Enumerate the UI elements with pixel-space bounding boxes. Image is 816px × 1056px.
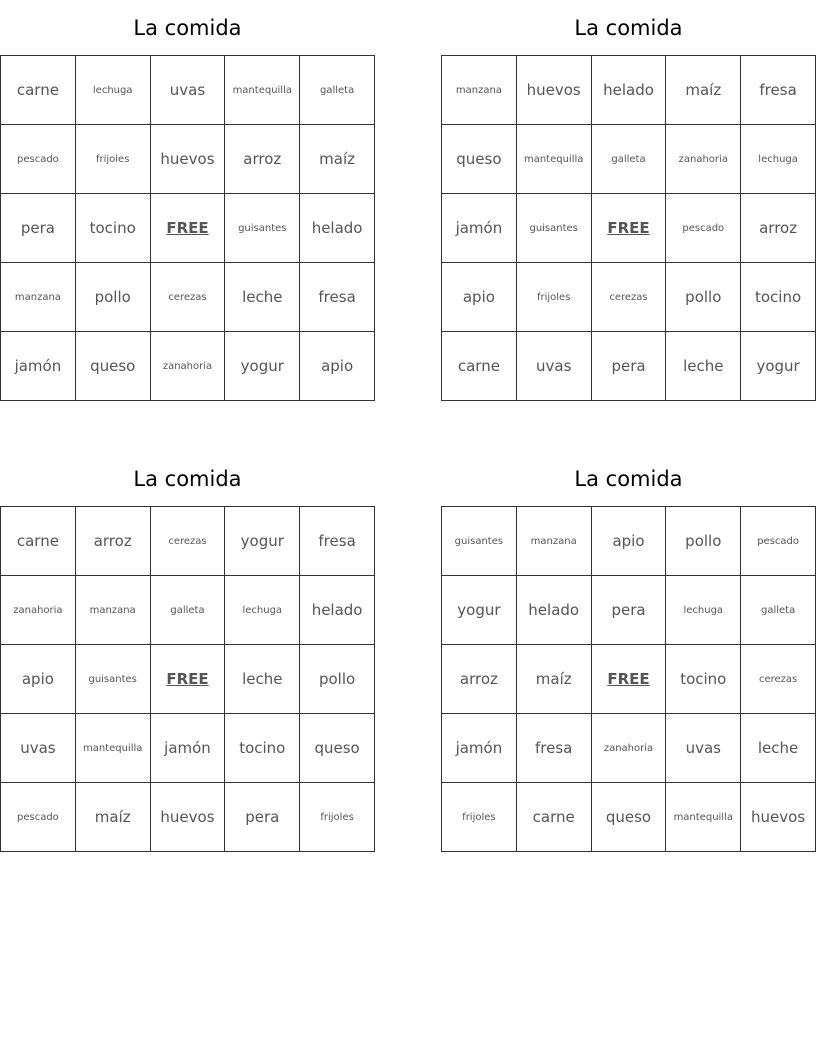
bingo-cell: arroz (741, 194, 816, 263)
bingo-cell: guisantes (225, 194, 300, 263)
bingo-cell: tocino (666, 645, 741, 714)
bingo-cell: pera (1, 194, 76, 263)
grid-row (1, 263, 375, 332)
bingo-cell: carne (516, 783, 591, 852)
bingo-cell: leche (225, 645, 300, 714)
bingo-cell: arroz (75, 507, 150, 576)
grid-row (442, 56, 816, 125)
bingo-cell: tocino (75, 194, 150, 263)
bingo-cell: maíz (300, 125, 375, 194)
bingo-card (441, 0, 816, 401)
bingo-cell: pescado (741, 507, 816, 576)
grid-row (1, 56, 375, 125)
bingo-cell: cerezas (591, 263, 666, 332)
grid-row (1, 507, 375, 576)
bingo-cell: apio (442, 263, 517, 332)
grid-row (442, 507, 816, 576)
bingo-cell: pescado (1, 783, 76, 852)
card-title: La comida (574, 16, 683, 40)
bingo-cell: huevos (516, 56, 591, 125)
bingo-cell: uvas (516, 332, 591, 401)
bingo-cell: frijoles (300, 783, 375, 852)
bingo-cell: galleta (150, 576, 225, 645)
bingo-cell: carne (442, 332, 517, 401)
card-title: La comida (574, 467, 683, 491)
bingo-cell: yogur (225, 507, 300, 576)
bingo-cell: jamón (1, 332, 76, 401)
card-title: La comida (133, 16, 242, 40)
bingo-cell: zanahoria (666, 125, 741, 194)
bingo-cell: cerezas (150, 263, 225, 332)
bingo-cell: fresa (300, 507, 375, 576)
bingo-cell: galleta (591, 125, 666, 194)
bingo-card (441, 451, 816, 852)
bingo-cell: guisantes (516, 194, 591, 263)
bingo-cell: pera (591, 332, 666, 401)
bingo-cell: mantequilla (75, 714, 150, 783)
bingo-cell: huevos (741, 783, 816, 852)
bingo-cell: fresa (741, 56, 816, 125)
bingo-cell: manzana (516, 507, 591, 576)
bingo-grid (441, 506, 816, 852)
bingo-cell: pescado (1, 125, 76, 194)
grid-row (1, 576, 375, 645)
bingo-cell: yogur (225, 332, 300, 401)
bingo-cell: cerezas (150, 507, 225, 576)
bingo-card (0, 451, 375, 852)
bingo-cell: leche (741, 714, 816, 783)
bingo-cell: zanahoria (150, 332, 225, 401)
free-space: FREE (150, 645, 225, 714)
grid-row (442, 714, 816, 783)
grid-row (442, 645, 816, 714)
bingo-cell: leche (666, 332, 741, 401)
bingo-cell: maíz (516, 645, 591, 714)
bingo-cell: lechuga (666, 576, 741, 645)
free-space: FREE (150, 194, 225, 263)
bingo-cell: apio (591, 507, 666, 576)
bingo-grid (0, 506, 375, 852)
grid-row (442, 576, 816, 645)
bingo-cell: queso (300, 714, 375, 783)
bingo-cell: frijoles (442, 783, 517, 852)
bingo-cell: arroz (225, 125, 300, 194)
bingo-cell: queso (591, 783, 666, 852)
bingo-cell: huevos (150, 125, 225, 194)
bingo-cell: helado (300, 194, 375, 263)
bingo-cell: leche (225, 263, 300, 332)
bingo-cell: helado (516, 576, 591, 645)
bingo-cell: pollo (666, 263, 741, 332)
bingo-cell: uvas (150, 56, 225, 125)
bingo-cell: zanahoria (591, 714, 666, 783)
bingo-cell: arroz (442, 645, 517, 714)
grid-row (1, 194, 375, 263)
bingo-cell: lechuga (741, 125, 816, 194)
bingo-cell: uvas (666, 714, 741, 783)
grid-row (1, 783, 375, 852)
bingo-cell: carne (1, 507, 76, 576)
bingo-card (0, 0, 375, 401)
bingo-grid (0, 55, 375, 401)
bingo-cell: guisantes (442, 507, 517, 576)
bingo-cell: frijoles (75, 125, 150, 194)
bingo-cell: pollo (300, 645, 375, 714)
bingo-cell: queso (442, 125, 517, 194)
grid-row (442, 263, 816, 332)
grid-row (1, 645, 375, 714)
bingo-cell: apio (1, 645, 76, 714)
bingo-cell: uvas (1, 714, 76, 783)
bingo-cell: tocino (741, 263, 816, 332)
bingo-cell: manzana (75, 576, 150, 645)
grid-row (1, 125, 375, 194)
bingo-cell: manzana (442, 56, 517, 125)
bingo-cell: queso (75, 332, 150, 401)
grid-row (442, 783, 816, 852)
bingo-cell: manzana (1, 263, 76, 332)
bingo-cell: guisantes (75, 645, 150, 714)
grid-row (442, 332, 816, 401)
bingo-cell: apio (300, 332, 375, 401)
bingo-cell: fresa (300, 263, 375, 332)
bingo-cell: huevos (150, 783, 225, 852)
bingo-cell: mantequilla (666, 783, 741, 852)
free-space: FREE (591, 194, 666, 263)
grid-row (1, 332, 375, 401)
bingo-cell: helado (300, 576, 375, 645)
bingo-cell: cerezas (741, 645, 816, 714)
bingo-cell: yogur (442, 576, 517, 645)
bingo-cell: jamón (442, 194, 517, 263)
bingo-grid (441, 55, 816, 401)
bingo-cell: tocino (225, 714, 300, 783)
card-title: La comida (133, 467, 242, 491)
bingo-cell: maíz (666, 56, 741, 125)
bingo-cell: zanahoria (1, 576, 76, 645)
bingo-cell: fresa (516, 714, 591, 783)
bingo-cell: frijoles (516, 263, 591, 332)
bingo-cell: mantequilla (516, 125, 591, 194)
bingo-cell: lechuga (225, 576, 300, 645)
bingo-cell: galleta (300, 56, 375, 125)
free-space: FREE (591, 645, 666, 714)
bingo-cell: maíz (75, 783, 150, 852)
bingo-cell: carne (1, 56, 76, 125)
bingo-cell: pera (591, 576, 666, 645)
grid-row (442, 194, 816, 263)
bingo-cell: jamón (150, 714, 225, 783)
bingo-cell: helado (591, 56, 666, 125)
bingo-cell: jamón (442, 714, 517, 783)
bingo-cell: pescado (666, 194, 741, 263)
bingo-cell: pollo (666, 507, 741, 576)
grid-row (1, 714, 375, 783)
bingo-cell: yogur (741, 332, 816, 401)
bingo-cell: pera (225, 783, 300, 852)
bingo-cell: lechuga (75, 56, 150, 125)
bingo-cell: galleta (741, 576, 816, 645)
bingo-cell: mantequilla (225, 56, 300, 125)
bingo-cell: pollo (75, 263, 150, 332)
grid-row (442, 125, 816, 194)
